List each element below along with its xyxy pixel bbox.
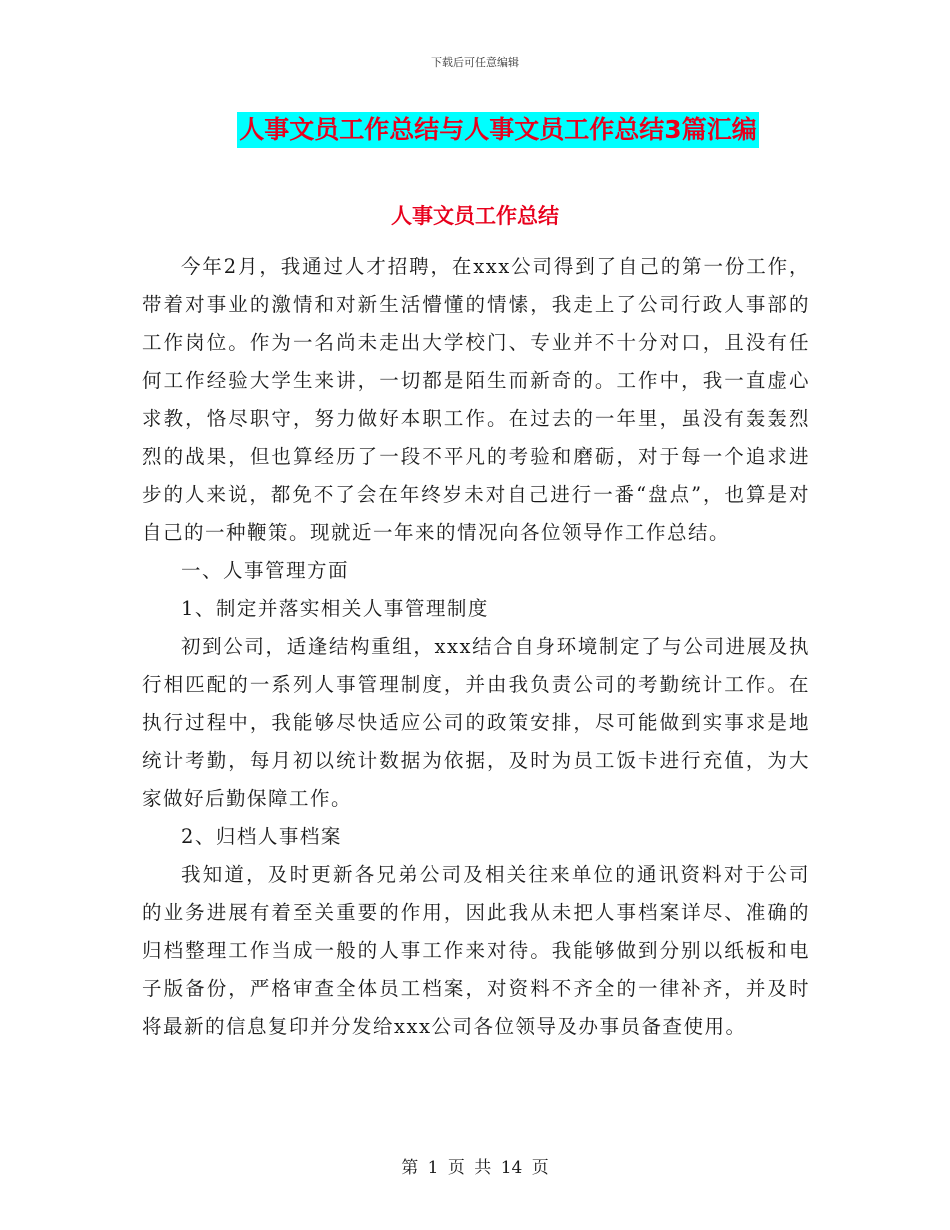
document-body xyxy=(142,248,810,1046)
document-main-title: 人事文员工作总结与人事文员工作总结3篇汇编 xyxy=(237,112,758,148)
paragraph-policies: 初到公司，适逢结构重组，xxx结合自身环境制定了与公司进展及执行相匹配的一系列人事管理制度，并由我负责公司的考勤统计工作。在执行过程中，我能够尽快适应公司的政策安排，尽可能做到实事求是地统计考勤，每月初以统计数据为依据，及时为员工饭卡进行充值，为大家做好后勤保障工作。 xyxy=(142,635,810,810)
header-note: 下载后可任意编辑 xyxy=(431,56,519,69)
subheading-archives: 2、归档人事档案 xyxy=(181,825,342,848)
subheading-policies: 1、制定并落实相关人事管理制度 xyxy=(181,597,489,620)
page-number-footer: 第 1 页 共 14 页 xyxy=(401,1158,549,1178)
heading-hr-management: 一、人事管理方面 xyxy=(181,559,350,582)
main-title-container xyxy=(0,112,950,148)
paragraph-intro: 今年2月，我通过人才招聘，在xxx公司得到了自己的第一份工作，带着对事业的激情和对新生活懵懂的情愫，我走上了公司行政人事部的工作岗位。作为一名尚未走出大学校门、专业并不十分对口，且没有任何工作经验大学生来讲，一切都是陌生而新奇的。工作中，我一直虚心求教，恪尽职守，努力做好本职工作。在过去的一年里，虽没有轰轰烈烈的战果，但也算经历了一段不平凡的考验和磨砺，对于每一个追求进步的人来说，都免不了会在年终岁未对自己进行一番“盘点”，也算是对自己的一种鞭策。现就近一年来的情况向各位领导作工作总结。 xyxy=(142,255,810,544)
paragraph-archives: 我知道，及时更新各兄弟公司及相关往来单位的通讯资料对于公司的业务进展有着至关重要的作用，因此我从未把人事档案详尽、准确的归档整理工作当成一般的人事工作来对待。我能够做到分别以纸板和电子版备份，严格审查全体员工档案，对资料不齐全的一律补齐，并及时将最新的信息复印并分发给xxx公司各位领导及办事员备查使用。 xyxy=(142,863,810,1038)
section-title: 人事文员工作总结 xyxy=(391,204,559,228)
